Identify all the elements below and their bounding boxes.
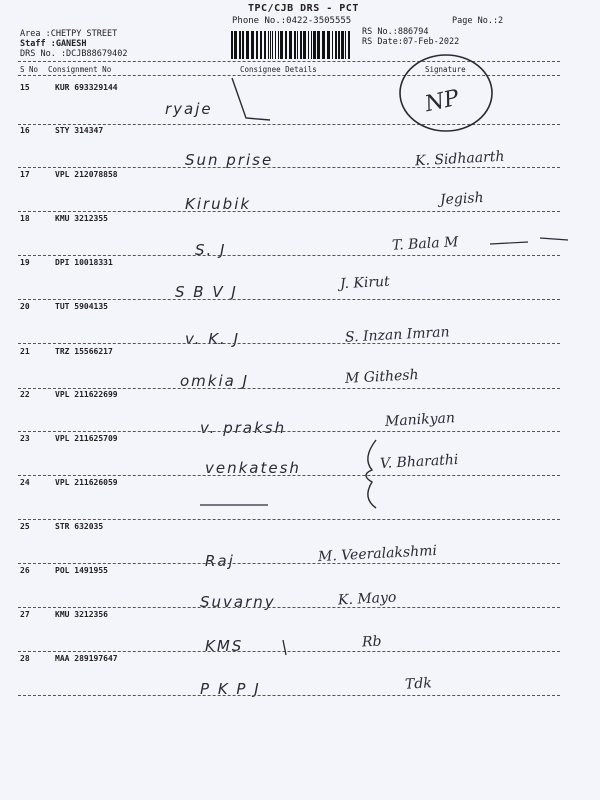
report-title: TPC/CJB DRS - PCT — [248, 3, 359, 14]
serial-number: 16 — [20, 126, 30, 135]
consignment-number: KUR 693329144 — [55, 83, 118, 92]
consignment-number: DPI 10018331 — [55, 258, 113, 267]
page-number: Page No.:2 — [452, 16, 504, 26]
signature: V. Bharathi — [379, 451, 459, 473]
signature: NP — [422, 85, 462, 118]
signature: K. Mayo — [337, 589, 397, 609]
serial-number: 18 — [20, 214, 30, 223]
consignee-name: v. praksh — [200, 419, 287, 437]
consignee-name: Suvarny — [200, 593, 276, 611]
signature: M. Veeralakshmi — [317, 542, 438, 566]
drs-number: DRS No. :DCJB88679402 — [20, 49, 128, 59]
consignee-name: Sun prise — [185, 151, 274, 169]
signature: M Githesh — [344, 367, 419, 387]
signature: Jegish — [439, 189, 484, 209]
signature: S. Inzan Imran — [344, 324, 450, 346]
staff-label: Staff :GANESH — [20, 39, 87, 49]
consignee-name: S. J — [195, 241, 227, 259]
consignee-name: Raj — [205, 552, 235, 570]
bracket-mark — [366, 440, 376, 508]
consignment-number: VPL 211625709 — [55, 434, 118, 443]
consignment-number: TUT 5904135 — [55, 302, 108, 311]
serial-number: 25 — [20, 522, 30, 531]
consignee-name: KMS — [205, 637, 244, 655]
pen-stroke — [490, 238, 568, 244]
serial-number: 15 — [20, 83, 30, 92]
rs-number: RS No.:886794 — [362, 27, 429, 37]
col-consignment: Consignment No — [48, 65, 112, 74]
serial-number: 27 — [20, 610, 30, 619]
consignment-number: STR 632035 — [55, 522, 104, 531]
serial-number: 26 — [20, 566, 30, 575]
consignee-name: omkia J — [180, 372, 250, 390]
consignment-number: TRZ 15566217 — [55, 347, 113, 356]
pen-stroke — [232, 78, 270, 120]
serial-number: 20 — [20, 302, 30, 311]
signature: J. Kirut — [339, 273, 391, 293]
serial-number: 19 — [20, 258, 30, 267]
col-sno: S No — [20, 65, 39, 74]
signature: Manikyan — [384, 410, 456, 430]
serial-number: 22 — [20, 390, 30, 399]
consignee-name: ryaje — [165, 100, 213, 118]
area-label: Area :CHETPY STREET — [20, 29, 118, 39]
consignee-name: Kirubik — [185, 195, 252, 213]
consignment-number: VPL 211626059 — [55, 478, 118, 487]
consignee-name: v. K. J — [185, 330, 240, 348]
serial-number: 23 — [20, 434, 30, 443]
consignment-number: VPL 211622699 — [55, 390, 118, 399]
col-signature: Signature — [425, 65, 466, 74]
consignee-name: venkatesh — [205, 459, 301, 477]
serial-number: 28 — [20, 654, 30, 663]
rs-date: RS Date:07-Feb-2022 — [362, 37, 460, 47]
consignee-name: S B V J — [175, 283, 238, 301]
phone-number: Phone No.:0422-3505555 — [232, 16, 352, 26]
col-consignee: Consignee Details — [240, 65, 317, 74]
consignment-number: POL 1491955 — [55, 566, 108, 575]
consignee-name: P K P J — [200, 680, 261, 698]
consignment-number: KMU 3212356 — [55, 610, 108, 619]
consignment-number: MAA 289197647 — [55, 654, 118, 663]
signature: K. Sidhaarth — [414, 148, 505, 170]
serial-number: 21 — [20, 347, 30, 356]
serial-number: 17 — [20, 170, 30, 179]
consignment-number: STY 314347 — [55, 126, 104, 135]
consignment-number: VPL 212078858 — [55, 170, 118, 179]
signature: T. Bala M — [391, 234, 459, 254]
signature: Rb — [361, 633, 382, 651]
consignment-number: KMU 3212355 — [55, 214, 108, 223]
signature: Tdk — [404, 675, 433, 693]
pen-stroke — [283, 640, 286, 655]
serial-number: 24 — [20, 478, 30, 487]
np-circle — [400, 55, 492, 131]
